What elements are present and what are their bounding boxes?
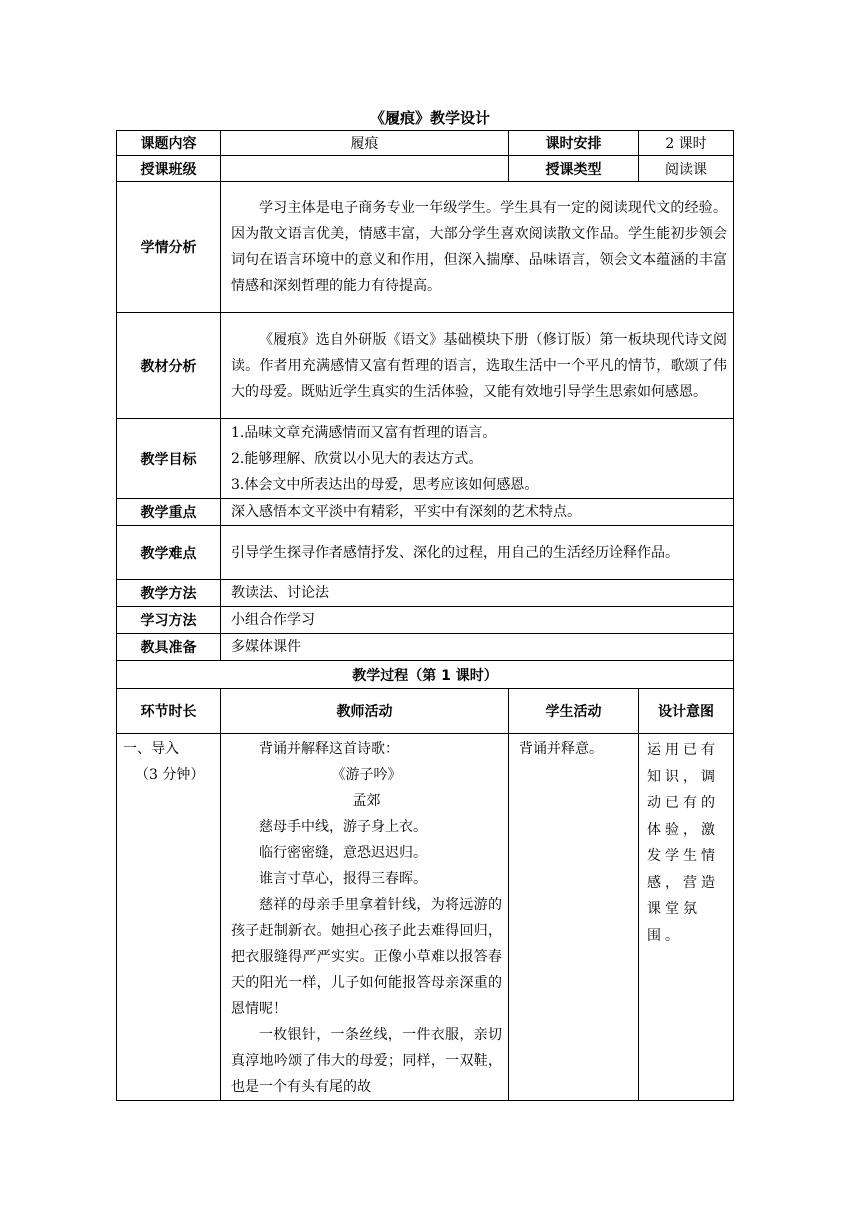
- col-stage-header: 环节时长: [117, 689, 221, 734]
- type-label: 授课类型: [509, 156, 639, 182]
- col-student-header: 学生活动: [509, 689, 639, 734]
- student-analysis-label: 学情分析: [117, 182, 221, 313]
- document-title: 《履痕》教学设计: [369, 109, 490, 127]
- difficulty-label: 教学难点: [117, 526, 221, 580]
- learning-method-label: 学习方法: [117, 607, 221, 634]
- material-analysis-label: 教材分析: [117, 313, 221, 419]
- topic-label: 课题内容: [117, 131, 221, 156]
- row-material-analysis: [117, 313, 734, 419]
- teaching-method-text: 教读法、讨论法: [221, 580, 734, 607]
- row-student-analysis: [117, 182, 734, 313]
- topic-value: 履痕: [221, 131, 509, 156]
- stage-name: 一、导入: [123, 741, 179, 757]
- teacher-activity-cell: [221, 734, 509, 1101]
- key-point-text: 深入感悟本文平淡中有精彩，平实中有深刻的艺术特点。: [221, 499, 734, 526]
- col-intent-header: 设计意图: [639, 689, 734, 734]
- row-topic: [117, 131, 734, 156]
- teacher-continuation: 一枚银针，一条丝线，一件衣服，亲切真淳地吟颂了伟大的母爱；同样，一双鞋，也是一个有头有尾的故: [231, 1027, 502, 1095]
- poem-author: 孟郊: [352, 793, 381, 809]
- type-value: 阅读课: [639, 156, 734, 182]
- poem-line: 慈母手中线，游子身上衣。: [259, 819, 427, 835]
- row-goals: [117, 419, 734, 499]
- poem-title: 《游子吟》: [331, 767, 402, 783]
- tools-text: 多媒体课件: [221, 634, 734, 661]
- stage-cell: [117, 734, 221, 1101]
- hours-label: 课时安排: [509, 131, 639, 156]
- col-teacher-header: 教师活动: [221, 689, 509, 734]
- row-process-header: [117, 689, 734, 734]
- material-analysis-text: 《履痕》选自外研版《语文》基础模块下册（修订版）第一板块现代诗文阅读。作者用充满感情又富有哲理的语言，选取生活中一个平凡的情节，歌颂了伟大的母爱。既贴近学生真实的生活体验，又能有效地引导学生思索如何感恩。: [221, 313, 734, 419]
- row-stage-1: [117, 734, 734, 1101]
- student-analysis-text: 学习主体是电子商务专业一年级学生。学生具有一定的阅读现代文的经验。因为散文语言优美，情感丰富，大部分学生喜欢阅读散文作品。学生能初步领会词句在语言环境中的意义和作用，但深入揣摩、品味语言，领会文本蕴涵的丰富情感和深刻哲理的能力有待提高。: [221, 182, 734, 313]
- poem-explanation: 慈祥的母亲手里拿着针线，为将远游的孩子赶制新衣。她担心孩子此去难得回归，把衣服缝得严严实实。正像小草难以报答春天的阳光一样，儿子如何能报答母亲深重的恩情呢！: [231, 897, 502, 1017]
- lesson-plan-table: [116, 130, 734, 1101]
- goal-item: 2.能够理解、欣赏以小见大的表达方式。: [231, 450, 483, 467]
- teaching-method-label: 教学方法: [117, 580, 221, 607]
- goals-label: 教学目标: [117, 419, 221, 499]
- difficulty-text: 引导学生探寻作者感情抒发、深化的过程，用自己的生活经历诠释作品。: [221, 526, 734, 580]
- row-class: [117, 156, 734, 182]
- goal-item: 3.体会文中所表达出的母爱，思考应该如何感恩。: [231, 476, 539, 493]
- design-intent-cell: 运用已有知识，调动已有的体验，激发学生情感，营造课堂氛围。: [639, 734, 734, 1101]
- key-point-label: 教学重点: [117, 499, 221, 526]
- row-learning-method: [117, 607, 734, 634]
- class-value: [221, 156, 509, 182]
- goal-item: 1.品味文章充满感情而又富有哲理的语言。: [231, 424, 497, 441]
- row-difficulty: [117, 526, 734, 580]
- class-label: 授课班级: [117, 156, 221, 182]
- row-process-title: [117, 661, 734, 689]
- learning-method-text: 小组合作学习: [221, 607, 734, 634]
- row-key-point: [117, 499, 734, 526]
- poem-line: 临行密密缝，意恐迟迟归。: [259, 845, 427, 861]
- stage-duration: （3 分钟）: [135, 767, 205, 783]
- goals-list: [221, 419, 734, 499]
- process-title: 教学过程（第 1 课时）: [117, 661, 734, 689]
- student-activity-cell: 背诵并释意。: [509, 734, 639, 1101]
- hours-value: 2 课时: [639, 131, 734, 156]
- teacher-intro: 背诵并解释这首诗歌：: [259, 741, 399, 757]
- row-tools: [117, 634, 734, 661]
- poem-line: 谁言寸草心，报得三春晖。: [259, 871, 427, 887]
- row-teaching-method: [117, 580, 734, 607]
- tools-label: 教具准备: [117, 634, 221, 661]
